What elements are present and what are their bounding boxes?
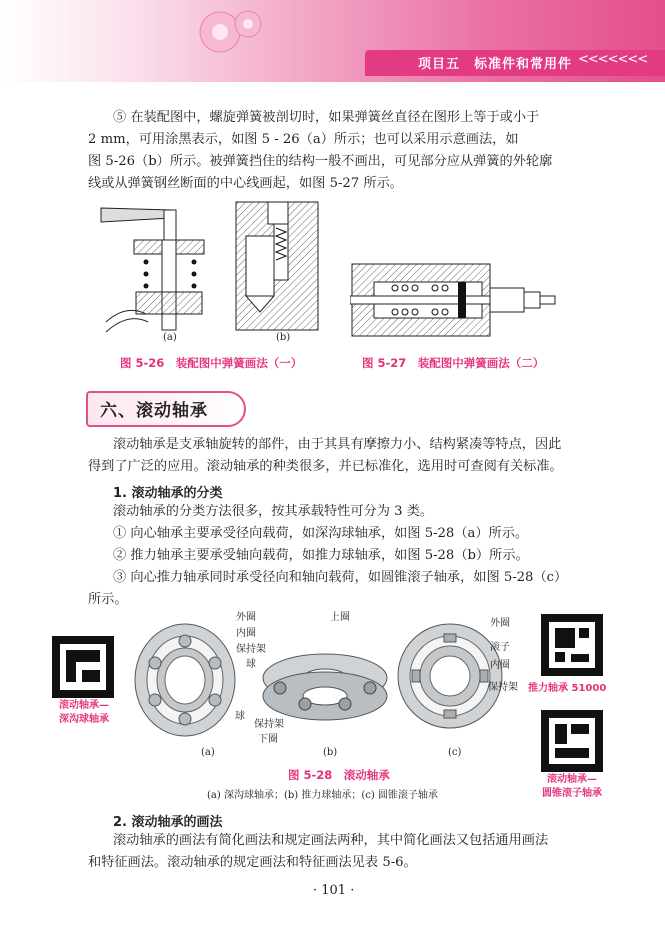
qr-code-thrust-bearing-icon[interactable] <box>541 614 603 676</box>
qr-code-tapered-roller-icon[interactable] <box>541 710 603 772</box>
fig28-sub-a: (a) <box>201 747 215 758</box>
fig26-sub-a: (a) <box>163 332 177 343</box>
fig28-caption: 图 5-28 滚动轴承 <box>288 768 390 782</box>
fig28b-label-ball: 球 <box>235 711 245 722</box>
para3-line1: 滚动轴承的分类方法很多，按其承载特性可分为 3 类。 <box>113 504 434 519</box>
fig28c-label-cage: 保持架 <box>488 682 518 693</box>
para4-line1: 滚动轴承的画法有简化画法和规定画法两种，其中简化画法又包括通用画法 <box>113 833 549 848</box>
heading-classification: 1. 滚动轴承的分类 <box>113 486 223 501</box>
para3-line2: ① 向心轴承主要承受径向载荷，如深沟球轴承，如图 5-28（a）所示。 <box>113 526 529 541</box>
heading-drawing-method: 2. 滚动轴承的画法 <box>113 815 223 830</box>
fig28b-label-upper-ring: 上圈 <box>330 612 350 623</box>
gear-icon <box>190 2 270 58</box>
fig28-sub-c: (c) <box>448 747 462 758</box>
fig28-sub-b: (b) <box>323 747 338 758</box>
figure-5-26-drawing <box>96 196 326 346</box>
fig26-sub-b: (b) <box>276 332 291 343</box>
fig28a-label-ball: 球 <box>246 659 256 670</box>
fig27-caption: 图 5-27 装配图中弹簧画法（二） <box>362 356 545 370</box>
qr-code-deep-groove-icon[interactable] <box>52 636 114 698</box>
para1-line4: 线或从弹簧钢丝断面的中心线画起，如图 5-27 所示。 <box>88 176 403 191</box>
header-title: 项目五 标准件和常用件 <box>418 57 573 72</box>
para1-line2: 2 mm，可用涂黑表示，如图 5 - 26（a）所示；也可以采用示意画法，如 <box>88 132 519 147</box>
bearing-a <box>135 624 235 736</box>
figure-5-28-drawing <box>130 608 520 743</box>
fig28b-label-cage: 保持架 <box>254 719 284 730</box>
qr-left-caption: 滚动轴承— 深沟球轴承 <box>59 700 109 725</box>
para1-line1: ⑤ 在装配图中，螺旋弹簧被剖切时，如果弹簧丝直径在图形上等于或小于 <box>113 110 540 125</box>
para3-line5: 所示。 <box>88 592 128 607</box>
page-number: · 101 · <box>313 883 355 898</box>
para2-line1: 滚动轴承是支承轴旋转的部件，由于其具有摩擦力小、结构紧凑等特点，因此 <box>113 437 562 452</box>
fig28a-label-outer-ring: 外圈 <box>236 612 256 623</box>
para1-line3: 图 5-26（b）所示。被弹簧挡住的结构一般不画出，可见部分应从弹簧的外轮廓 <box>88 154 553 169</box>
fig28b-label-lower-ring: 下圈 <box>258 734 278 745</box>
page-header <box>0 0 665 82</box>
qr-right-top-caption: 推力轴承 51000 <box>528 683 607 694</box>
para3-line4: ③ 向心推力轴承同时承受径向和轴向载荷，如圆锥滚子轴承，如图 5-28（c） <box>113 570 568 585</box>
fig28c-label-inner-ring: 内圈 <box>490 660 510 671</box>
header-chevrons-icon: <<<<<<< <box>578 52 648 67</box>
section-title: 六、滚动轴承 <box>100 401 208 421</box>
fig28a-label-cage: 保持架 <box>236 644 266 655</box>
qr-right-bottom-caption: 滚动轴承— 圆锥滚子轴承 <box>542 774 602 799</box>
fig28a-label-inner-ring: 内圈 <box>236 628 256 639</box>
para3-line3: ② 推力轴承主要承受轴向载荷，如推力球轴承，如图 5-28（b）所示。 <box>113 548 529 563</box>
figure-5-27-drawing <box>350 260 560 340</box>
fig28c-label-outer-ring: 外圈 <box>490 618 510 629</box>
para4-line2: 和特征画法。滚动轴承的规定画法和特征画法见表 5-6。 <box>88 855 417 870</box>
fig26-caption: 图 5-26 装配图中弹簧画法（一） <box>120 356 303 370</box>
fig28c-label-roller: 滚子 <box>490 642 510 653</box>
para2-line2: 得到了广泛的应用。滚动轴承的种类很多，并已标准化，选用时可查阅有关标准。 <box>88 459 563 474</box>
bearing-b <box>263 654 387 720</box>
bearing-c <box>398 624 502 728</box>
fig28-sub-caption: (a) 深沟球轴承；(b) 推力球轴承；(c) 圆锥滚子轴承 <box>207 790 438 801</box>
